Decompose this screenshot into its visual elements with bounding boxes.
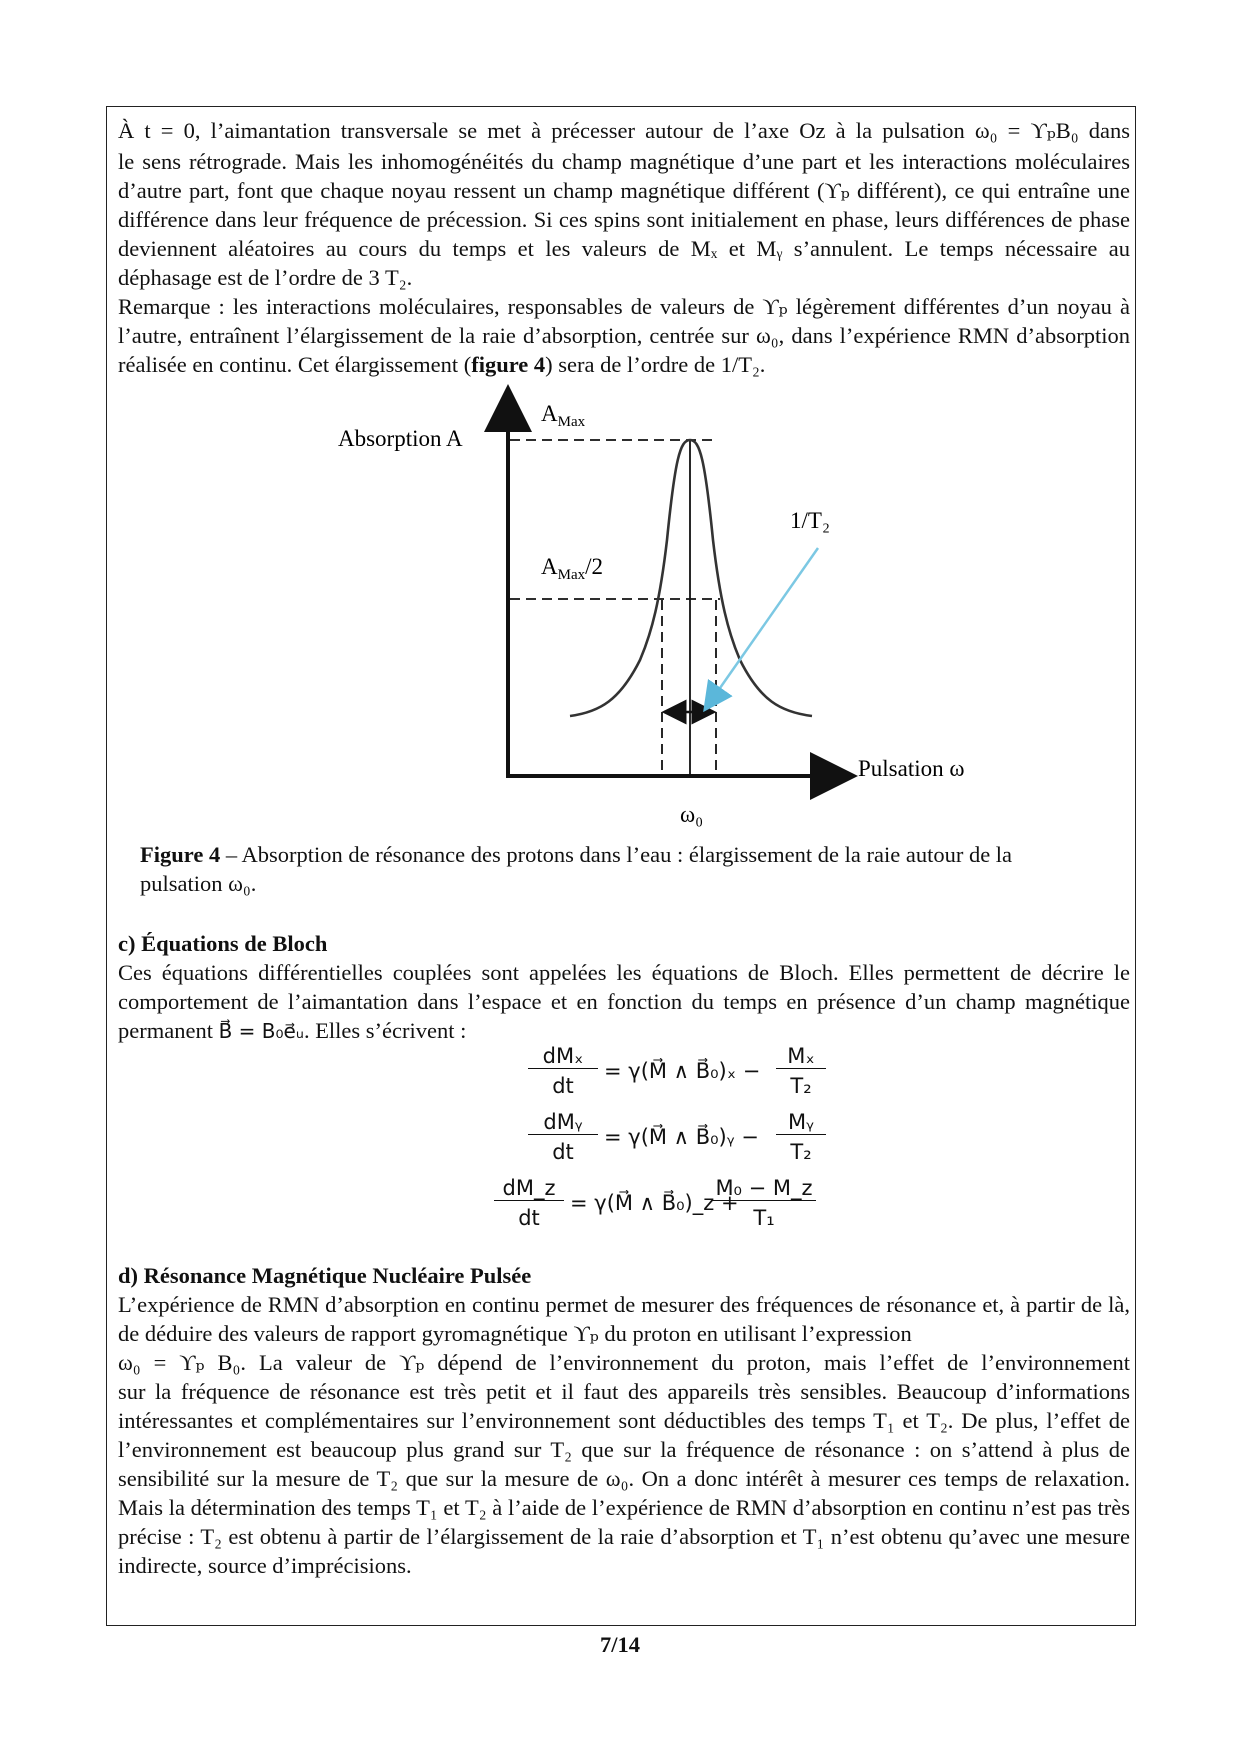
intro-remark: Remarque : les interactions moléculaires, responsables de valeurs de ϒₚ légèrement différentes d’un noyau à l’autre, entraînent l’élargissement de la raie d’absorption, centrée sur ω₀, dans l’expérience RMN d’absorption réalisée en continu. Cet élargissement (figure 4) sera de l’ordre de 1/T₂. [118, 294, 1130, 377]
section-c-title: c) Équations de Bloch [118, 931, 328, 956]
amax-label: $A_{Max}$ [541, 401, 586, 430]
x-axis-label: Pulsation ω [858, 756, 965, 781]
intro-paragraph [118, 116, 1130, 379]
absorption-figure [0, 380, 1240, 860]
field-expression: B⃗ = B₀e⃗ᵤ [218, 1019, 304, 1043]
section-c-text: Ces équations différentielles couplées sont appelées les équations de Bloch. Elles permettent de décrire le comportement de l’aimantation dans l’espace et en fonction du temps en présence d’un champ magnétique permanent B⃗ = B₀e⃗ᵤ. Elles s’écrivent : [118, 960, 1130, 1043]
width-label: 1/T₂ [790, 508, 830, 533]
section-c [118, 929, 1130, 1046]
center-label: ω₀ [680, 802, 704, 827]
intro-line1: À t = 0, l’aimantation transversale se met à précesser autour de l’axe Oz à la pulsation ω₀ = ϒₚB₀ dans [118, 118, 1130, 143]
absorption-curve [570, 440, 812, 716]
section-d-line2: ω₀ = ϒₚ B₀. La valeur de ϒₚ dépend de l’environnement du proton, mais l’effet de l’environnement [118, 1350, 1130, 1375]
page-number: 7/14 [599, 1632, 640, 1657]
ahalf-label: $A_{Max}/2$ [541, 554, 604, 583]
intro-body: le sens rétrograde. Mais les inhomogénéités du champ magnétique d’une part et les interactions moléculaires d’autre part, font que chaque noyau ressent un champ magnétique différent (ϒₚ différent), ce qui entraîne une différence dans leur fréquence de précession. Si ces spins sont initialement en phase, leurs différences de phase deviennent aléatoires au cours du temps et les valeurs de Mₓ et Mᵧ s’annulent. Le temps nécessaire au déphasage est de l’ordre de 3 T₂. [118, 149, 1130, 290]
y-axis-label: Absorption A [338, 426, 463, 451]
section-d-body: sur la fréquence de résonance est très petit et il faut des appareils très sensibles. Beaucoup d’informations intéressantes et complémentaires sur l’environnement sont déductibles des temps T₁ et T₂. De plus, l’effet de l’environnement est beaucoup plus grand sur T₂ que sur la fréquence de résonance : on s’attend à plus de sensibilité sur la mesure de T₂ que sur la mesure de ω₀. On a donc intérêt à mesurer ces temps de relaxation. Mais la détermination des temps T₁ et T₂ à l’aide de l’expérience de RMN d’absorption en continu n’est pas très précise : T₂ est obtenu à partir de l’élargissement de la raie d’absorption et T₁ n’est obtenu qu’avec une mesure indirecte, source d’imprécisions. [118, 1379, 1130, 1578]
pointer-arrow [706, 548, 818, 708]
section-d [118, 1261, 1130, 1580]
figure-caption: Figure 4 – Absorption de résonance des protons dans l’eau : élargissement de la raie autour de la pulsation ω₀. [140, 842, 1013, 896]
section-d-line1: L’expérience de RMN d’absorption en continu permet de mesurer des fréquences de résonance et, à partir de là, de déduire des valeurs de rapport gyromagnétique ϒₚ du proton en utilisant l’expression [118, 1292, 1130, 1346]
section-d-title: d) Résonance Magnétique Nucléaire Pulsée [118, 1263, 532, 1288]
